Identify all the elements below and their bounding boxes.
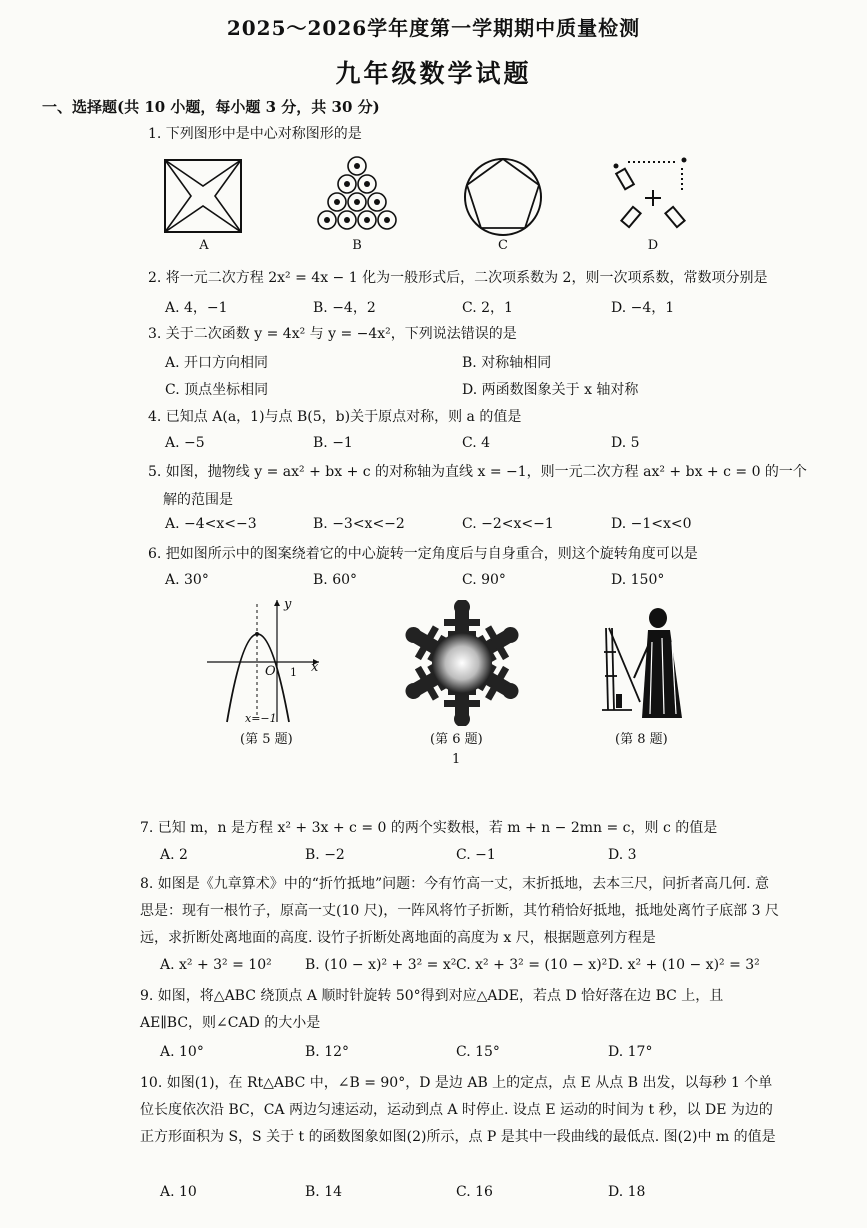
q5-stem-continued: 解的范围是 xyxy=(163,492,233,508)
q5-option-b: B. −3<x<−2 xyxy=(313,516,405,532)
q6-figure-caption: (第 6 题) xyxy=(430,732,483,747)
q8-stem: 8. 如图是《九章算术》中的“折竹抵地”问题：今有竹高一丈，末折抵地，去本三尺，问折者高几何. 意思是：现有一根竹子，原高一丈(10 尺)，一阵风将竹子折断，其竹稍恰好抵地，抵地处离竹子底部 3 尺远，求折断处离地面的高度. 设竹子折断处离地面的高度为 x 尺，根据题意列方程是 xyxy=(140,876,779,946)
q9-option-b: B. 12° xyxy=(305,1044,350,1060)
q5-tick-one-label: 1 xyxy=(290,666,297,679)
q3-option-b: B. 对称轴相同 xyxy=(462,355,552,371)
q4-stem: 4. 已知点 A(a，1)与点 B(5，b)关于原点对称，则 a 的值是 xyxy=(148,409,522,425)
q1-figure-a xyxy=(163,158,245,236)
q2-option-a: A. 4，−1 xyxy=(165,300,228,316)
q7-stem: 7. 已知 m，n 是方程 x² + 3x + c = 0 的两个实数根，若 m + n − 2mn = c，则 c 的值是 xyxy=(140,820,718,836)
q6-snowflake-figure xyxy=(402,600,522,726)
q4-option-a: A. −5 xyxy=(165,435,205,451)
q6-option-a: A. 30° xyxy=(165,572,209,588)
q7-option-d: D. 3 xyxy=(608,847,637,863)
q4-option-b: B. −1 xyxy=(313,435,353,451)
q8-option-a: A. x² + 3² = 10² xyxy=(160,957,272,973)
q1-label-d: D xyxy=(647,238,659,253)
page-number: 1 xyxy=(452,752,461,767)
q5-parabola-figure xyxy=(205,596,325,726)
q1-label-c: C xyxy=(498,238,508,253)
q5-symmetry-axis-label: x=−1 xyxy=(245,712,277,725)
q10-option-d: D. 18 xyxy=(608,1184,646,1200)
q2-option-d: D. −4，1 xyxy=(611,300,675,316)
q5-axis-y-label: y xyxy=(284,597,292,612)
q4-option-d: D. 5 xyxy=(611,435,640,451)
q1-figure-d xyxy=(610,156,696,238)
q2-stem: 2. 将一元二次方程 2x² = 4x − 1 化为一般形式后，二次项系数为 2，则一次项系数，常数项分别是 xyxy=(148,270,768,286)
q1-label-a: A xyxy=(199,238,209,253)
q10-option-a: A. 10 xyxy=(160,1184,197,1200)
q8-figure-caption: (第 8 题) xyxy=(615,732,668,747)
q3-option-c: C. 顶点坐标相同 xyxy=(165,382,269,398)
q3-option-a: A. 开口方向相同 xyxy=(165,355,269,371)
q1-stem: 1. 下列图形中是中心对称图形的是 xyxy=(148,126,362,142)
q6-option-d: D. 150° xyxy=(611,572,665,588)
q8-option-d: D. x² + (10 − x)² = 3² xyxy=(608,957,760,973)
q5-option-a: A. −4<x<−3 xyxy=(165,516,257,532)
exam-header-title: 2025～2026学年度第一学期期中质量检测 xyxy=(226,16,641,40)
q9-option-c: C. 15° xyxy=(456,1044,500,1060)
q8-bamboo-figure xyxy=(592,598,688,728)
q6-option-c: C. 90° xyxy=(462,572,506,588)
section-heading: 一、选择题(共 10 小题，每小题 3 分，共 30 分) xyxy=(42,98,380,116)
q4-option-c: C. 4 xyxy=(462,435,491,451)
q5-option-c: C. −2<x<−1 xyxy=(462,516,554,532)
q5-option-d: D. −1<x<0 xyxy=(611,516,692,532)
q3-option-d: D. 两函数图象关于 x 轴对称 xyxy=(462,382,639,398)
q3-stem: 3. 关于二次函数 y = 4x² 与 y = −4x²，下列说法错误的是 xyxy=(148,326,517,342)
q9-option-a: A. 10° xyxy=(160,1044,204,1060)
q5-figure-caption: (第 5 题) xyxy=(240,732,293,747)
q5-origin-label: O xyxy=(265,664,276,679)
q2-option-c: C. 2，1 xyxy=(462,300,513,316)
q9-stem: 9. 如图，将△ABC 绕顶点 A 顺时针旋转 50°得到对应△ADE，若点 D 恰好落在边 BC 上，且 AE∥BC，则∠CAD 的大小是 xyxy=(140,988,724,1031)
q6-stem: 6. 把如图所示中的图案绕着它的中心旋转一定角度后与自身重合，则这个旋转角度可以是 xyxy=(148,546,698,562)
q7-option-b: B. −2 xyxy=(305,847,345,863)
q9-option-d: D. 17° xyxy=(608,1044,653,1060)
q8-option-b: B. (10 − x)² + 3² = x² xyxy=(305,957,457,973)
q1-label-b: B xyxy=(352,238,362,253)
q7-option-c: C. −1 xyxy=(456,847,496,863)
q6-option-b: B. 60° xyxy=(313,572,358,588)
exam-subject-title: 九年级数学试题 xyxy=(335,59,532,88)
q10-option-b: B. 14 xyxy=(305,1184,343,1200)
q1-figure-c xyxy=(460,156,546,238)
q8-option-c: C. x² + 3² = (10 − x)² xyxy=(456,957,608,973)
q10-option-c: C. 16 xyxy=(456,1184,493,1200)
q2-option-b: B. −4，2 xyxy=(313,300,376,316)
q10-stem: 10. 如图(1)，在 Rt△ABC 中，∠B = 90°，D 是边 AB 上的定点，点 E 从点 B 出发，以每秒 1 个单位长度依次沿 BC，CA 两边匀速运动，运动到点 A 时停止. 设点 E 运动的时间为 t 秒，以 DE 为边的正方形面积为 S，S 关于 t 的函数图象如图(2)所示，点 P 是其中一段曲线的最低点. 图(2)中 m 的值是 xyxy=(140,1075,776,1145)
q5-stem: 5. 如图，抛物线 y = ax² + bx + c 的对称轴为直线 x = −1，则一元二次方程 ax² + bx + c = 0 的一个 xyxy=(148,464,807,480)
q7-option-a: A. 2 xyxy=(160,847,188,863)
q5-axis-x-label: x xyxy=(311,660,319,675)
q1-figure-b xyxy=(312,154,402,238)
